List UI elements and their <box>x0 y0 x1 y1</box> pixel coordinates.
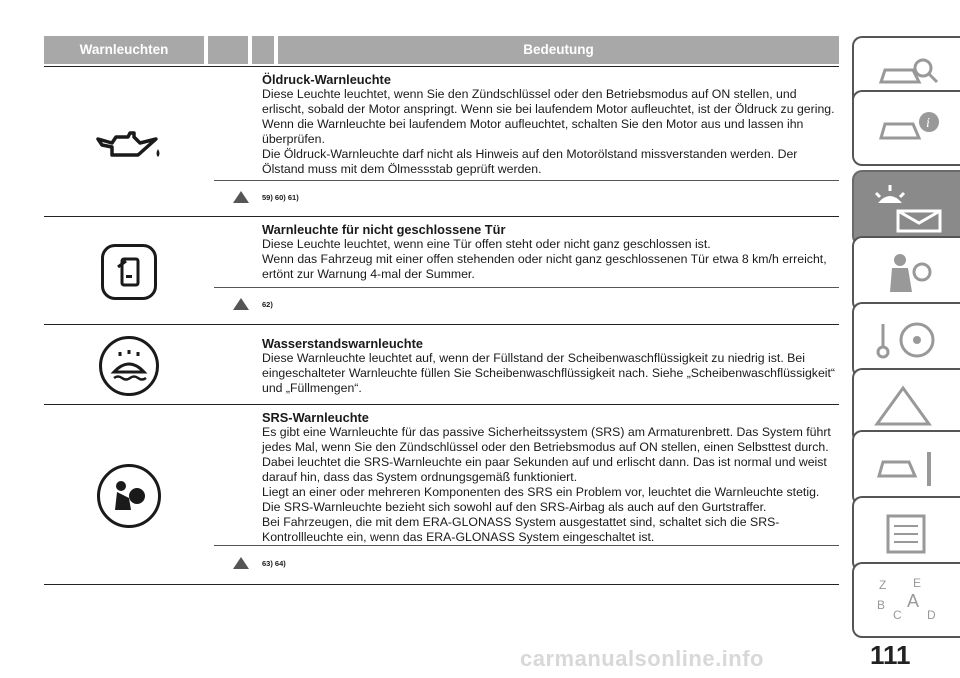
watermark: carmanualsonline.info <box>520 646 764 671</box>
header-bedeutung: Bedeutung <box>278 36 839 64</box>
note-refs: 63) 64) <box>262 558 286 568</box>
section-body: Diese Leuchte leuchtet, wenn eine Tür offen steht oder nicht ganz geschlossen ist. Wenn das Fahrzeug mit einer offen stehenden oder nicht ganz geschlossenen Tür etwa 8 km/h erreicht, ertönt zur Warnung 4-mal der Summer. <box>262 237 827 281</box>
svg-text:i: i <box>926 116 930 131</box>
note-refs: 59) 60) 61) <box>262 192 299 202</box>
tab-maintenance[interactable] <box>852 430 960 506</box>
icon-cell <box>44 330 214 402</box>
svg-text:C: C <box>893 608 902 622</box>
page-number: 111 <box>870 640 911 670</box>
divider <box>44 216 839 217</box>
oil-pressure-icon <box>94 121 164 171</box>
svg-text:B: B <box>877 598 886 612</box>
note-refs: 62) <box>262 299 273 309</box>
section-door <box>262 222 840 282</box>
section-title: SRS-Warnleuchte <box>262 410 369 425</box>
divider <box>44 66 839 67</box>
tab-seatbelt[interactable] <box>852 236 960 312</box>
header-spacer <box>252 36 274 64</box>
section-srs <box>262 410 840 545</box>
seatbelt-icon <box>878 252 938 296</box>
svg-text:A: A <box>907 591 920 611</box>
icon-cell <box>44 236 214 308</box>
door-open-icon <box>101 244 157 300</box>
icon-cell <box>44 460 214 532</box>
section-title: Warnleuchte für nicht geschlossene Tür <box>262 222 506 237</box>
header-warnleuchten: Warnleuchten <box>44 36 204 64</box>
steering-wheel-key-icon <box>873 318 943 362</box>
tab-warning-lights[interactable] <box>852 170 960 246</box>
warning-icon <box>232 190 250 204</box>
table-header <box>44 36 839 64</box>
tab-index[interactable] <box>852 562 960 638</box>
note-row <box>232 297 273 311</box>
car-info-icon <box>873 108 943 148</box>
section-title: Wasserstandswarnleuchte <box>262 336 423 351</box>
note-row <box>232 190 299 204</box>
airbag-icon <box>97 464 161 528</box>
icon-cell <box>44 110 214 182</box>
divider <box>44 584 839 585</box>
section-body: Diese Warnleuchte leuchtet auf, wenn der Füllstand der Scheibenwaschflüssigkeit zu niedrig ist. Bei eingeschalteter Warnleuchte füllen Sie Scheibenwaschflüssigkeit nach. Siehe „Scheibenwaschflüssigkeit“ und „Füllmengen“. <box>262 351 836 395</box>
svg-text:E: E <box>913 576 922 590</box>
section-washer <box>262 336 840 396</box>
note-row <box>232 556 286 570</box>
warning-light-mail-icon <box>868 183 948 233</box>
list-icon <box>878 512 938 556</box>
tab-car-info[interactable] <box>852 90 960 166</box>
washer-fluid-icon <box>99 336 159 396</box>
warning-icon <box>232 297 250 311</box>
svg-text:D: D <box>927 608 936 622</box>
svg-text:Z: Z <box>879 578 887 592</box>
header-spacer <box>208 36 248 64</box>
warning-icon <box>232 556 250 570</box>
section-body: Es gibt eine Warnleuchte für das passive Sicherheitssystem (SRS) am Armaturenbrett. Das System führt jedes Mal, wenn Sie den Zündschlüssel oder den Betriebsmodus auf ON stellen, einen Selbsttest durch. Dabei leuchtet die SRS-Warnleuchte ein paar Sekunden auf und erlischt dann. Das ist normal und weist darauf hin, dass das System ordnungsgemäß funktioniert. Liegt an einer oder mehreren Komponenten des SRS ein Problem vor, leuchtet die Warnleuchte stetig. Die SRS-Warnleuchte bezieht sich sowohl auf den SRS-Airbag als auch auf den Gurtstraffer. Bei Fahrzeugen, die mit dem ERA-GLONASS System ausgestattet sind, schaltet sich die SRS-Kontrollleuchte ein, wenn das ERA-GLONASS System eingeschaltet ist. <box>262 425 831 544</box>
divider <box>214 180 839 181</box>
divider <box>44 404 839 405</box>
tab-steering[interactable] <box>852 302 960 378</box>
section-body: Diese Leuchte leuchtet, wenn Sie den Zündschlüssel oder den Betriebsmodus auf ON stellen, und erlischt, sobald der Motor anspringt. Wenn sie bei laufendem Motor aufleuchtet, ist der Öldruck zu gering. Wenn die Warnleuchte bei laufendem Motor aufleuchtet, schalten Sie den Motor aus und lassen ihn überprüfen. Die Öldruck-Warnleuchte darf nicht als Hinweis auf den Motorölstand missverstanden werden. Der Ölstand muss mit dem Ölmessstab geprüft werden. <box>262 87 835 176</box>
section-oil <box>262 72 840 177</box>
car-search-icon <box>873 54 943 94</box>
tab-technical-data[interactable] <box>852 496 960 572</box>
car-wrench-icon <box>873 446 943 490</box>
divider <box>214 287 839 288</box>
divider <box>44 324 839 325</box>
section-title: Öldruck-Warnleuchte <box>262 72 391 87</box>
warning-triangle-icon <box>873 384 943 428</box>
alphabet-index-icon <box>873 575 943 625</box>
divider <box>214 545 839 546</box>
